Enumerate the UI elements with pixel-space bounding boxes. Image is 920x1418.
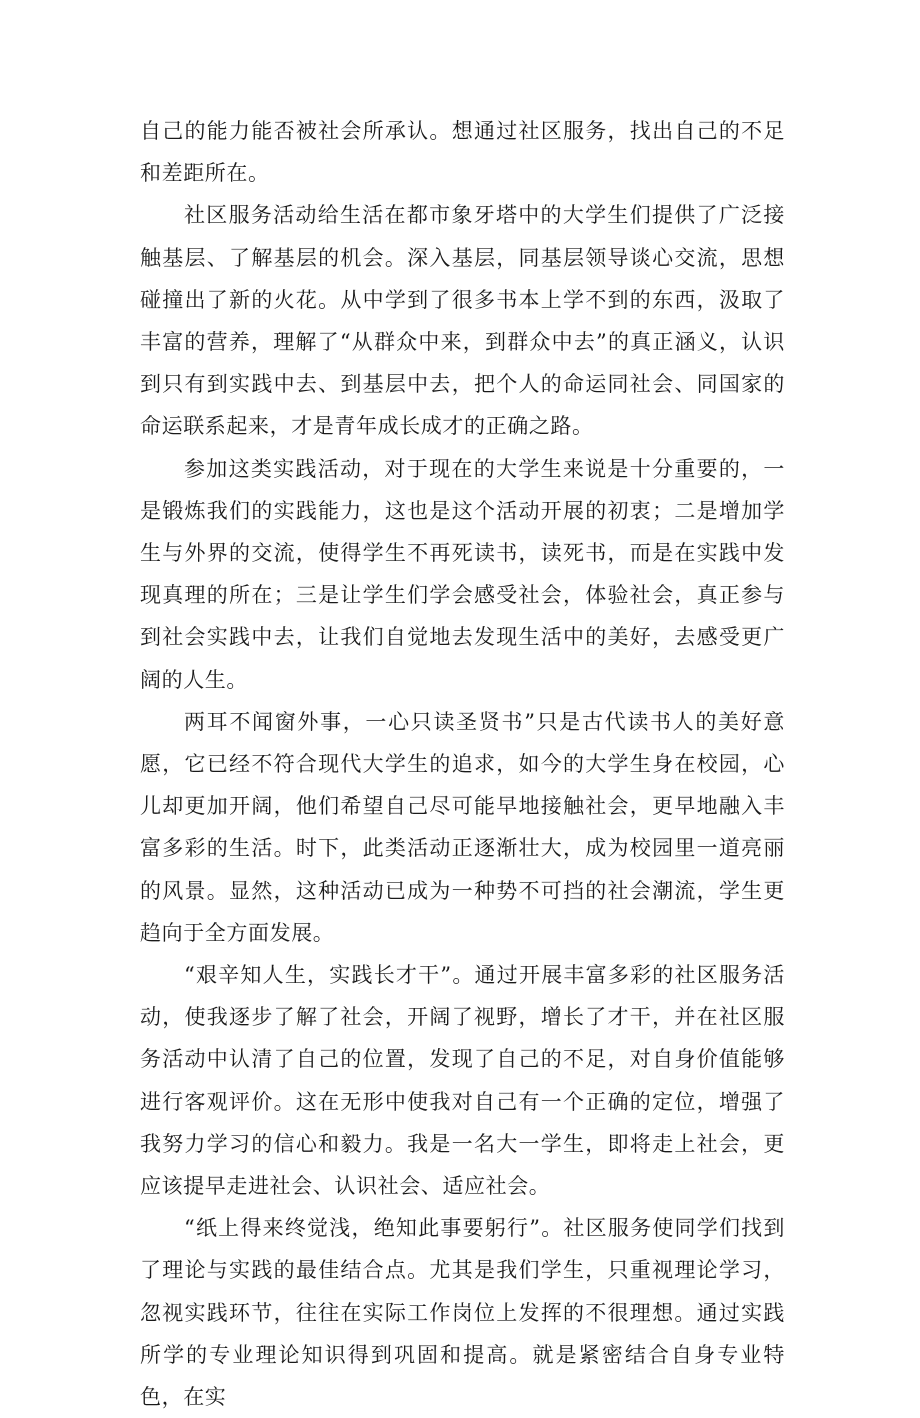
paragraph-6: “纸上得来终觉浅，绝知此事要躬行”。社区服务使同学们找到了理论与实践的最佳结合点。尤其是我们学生，只重视理论学习，忽视实践环节，往往在实际工作岗位上发挥的不很理想。通过实践所学的专业理论知识得到巩固和提高。就是紧密结合自身专业特色，在实 (140, 1216, 785, 1410)
paragraph-5: “艰辛知人生，实践长才干”。通过开展丰富多彩的社区服务活动，使我逐步了解了社会，开阔了视野，增长了才干，并在社区服务活动中认清了自己的位置，发现了自己的不足，对自身价值能够进行客观评价。这在无形中使我对自己有一个正确的定位，增强了我努力学习的信心和毅力。我是一名大一学生，即将走上社会，更应该提早走进社会、认识社会、适应社会。 (140, 963, 785, 1199)
paragraph-4: 两耳不闻窗外事，一心只读圣贤书”只是古代读书人的美好意愿，它已经不符合现代大学生的追求，如今的大学生身在校园，心儿却更加开阔，他们希望自己尽可能早地接触社会，更早地融入丰富多彩的生活。时下，此类活动正逐渐壮大，成为校园里一道亮丽的风景。显然，这种活动已成为一种势不可挡的社会潮流，学生更趋向于全方面发展。 (140, 709, 785, 945)
paragraph-1: 自己的能力能否被社会所承认。想通过社区服务，找出自己的不足和差距所在。 (140, 119, 785, 186)
paragraph-3: 参加这类实践活动，对于现在的大学生来说是十分重要的，一是锻炼我们的实践能力，这也是这个活动开展的初衷；二是增加学生与外界的交流，使得学生不再死读书，读死书，而是在实践中发现真理的所在；三是让学生们学会感受社会，体验社会，真正参与到社会实践中去，让我们自觉地去发现生活中的美好，去感受更广阔的人生。 (140, 456, 785, 692)
document-page (140, 110, 785, 1418)
paragraph-2: 社区服务活动给生活在都市象牙塔中的大学生们提供了广泛接触基层、了解基层的机会。深入基层，同基层领导谈心交流，思想碰撞出了新的火花。从中学到了很多书本上学不到的东西，汲取了丰富的营养，理解了“从群众中来，到群众中去”的真正涵义，认识到只有到实践中去、到基层中去，把个人的命运同社会、同国家的命运联系起来，才是青年成长成才的正确之路。 (140, 203, 785, 439)
